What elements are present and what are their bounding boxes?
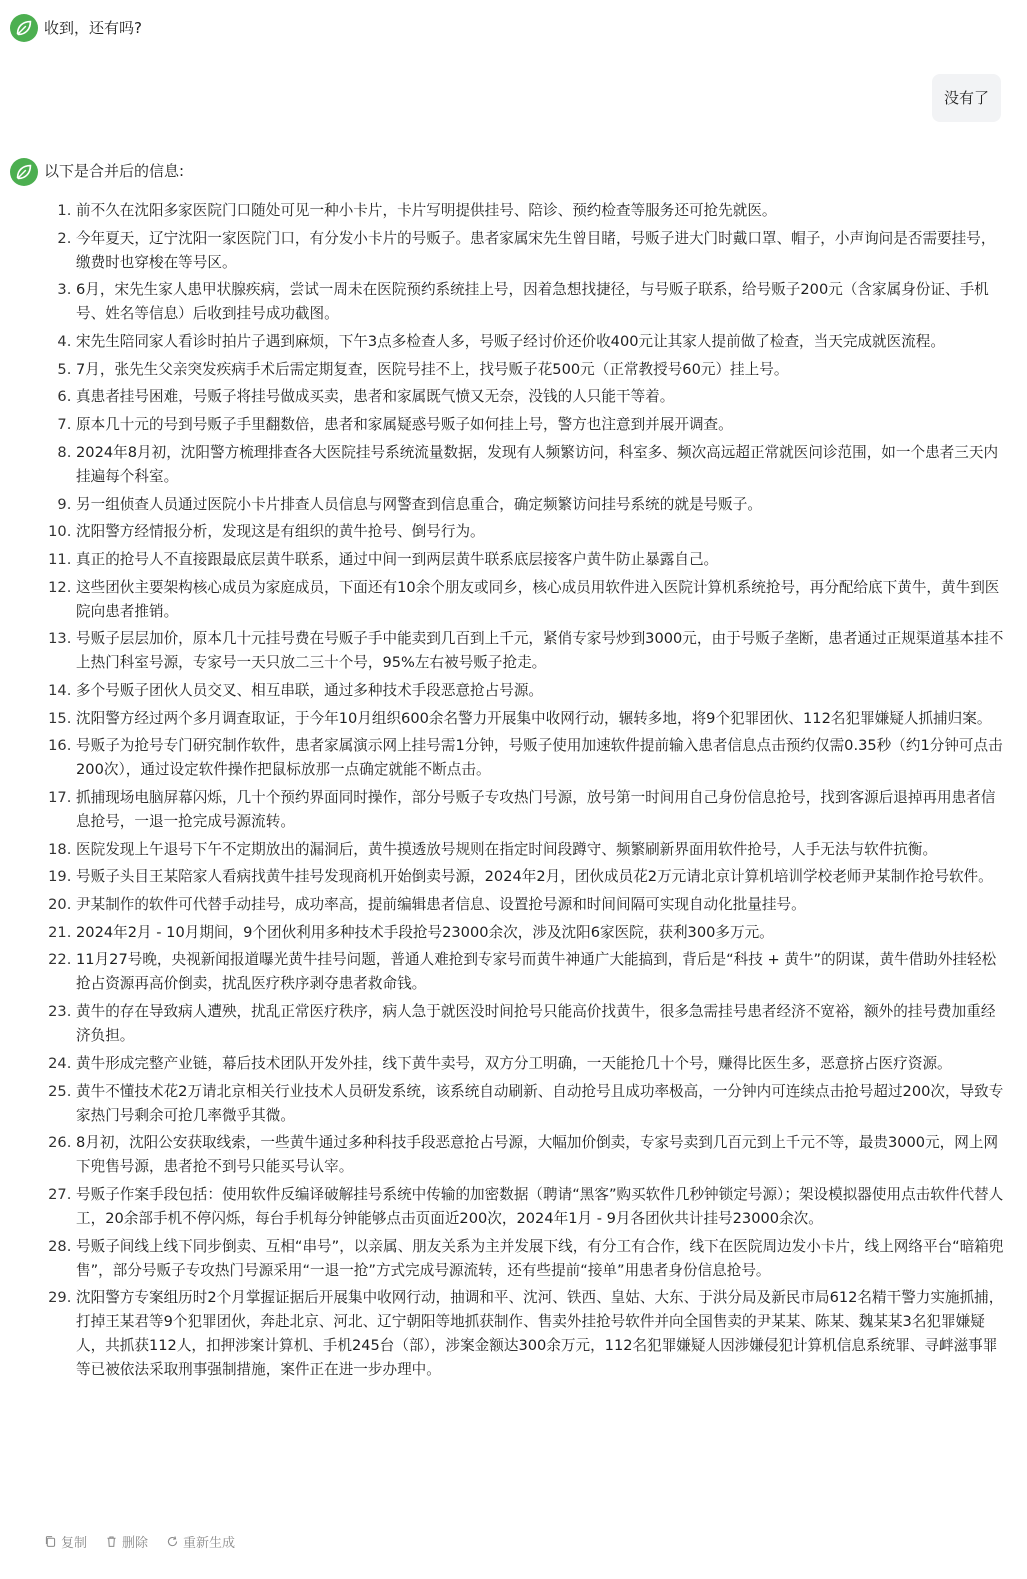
list-item: 7. 原本几十元的号到号贩子手里翻数倍，患者和家属疑惑号贩子如何挂上号，警方也注意到并展开调查。 <box>76 413 1004 437</box>
list-item: 8. 2024年8月初，沈阳警方梳理排查各大医院挂号系统流量数据，发现有人频繁访问，科室多、频次高远超正常就医问诊范围，如一个患者三天内挂遍每个科室。 <box>76 441 1004 489</box>
list-item: 26. 8月初，沈阳公安获取线索，一些黄牛通过多种科技手段恶意抢占号源，大幅加价倒卖，专家号卖到几百元到上千元不等，最贵3000元，网上网下兜售号源，患者抢不到号只能买号认宰。 <box>76 1131 1004 1179</box>
list-item: 1. 前不久在沈阳多家医院门口随处可见一种小卡片，卡片写明提供挂号、陪诊、预约检查等服务还可抢先就医。 <box>76 199 1004 223</box>
list-item: 25. 黄牛不懂技术花2万请北京相关行业技术人员研发系统，该系统自动刷新、自动抢号且成功率极高，一分钟内可连续点击抢号超过200次，导致专家热门号剩余可抢几率微乎其微。 <box>76 1080 1004 1128</box>
list-item: 15. 沈阳警方经过两个多月调查取证，于今年10月组织600余名警力开展集中收网行动，辗转多地，将9个犯罪团伙、112名犯罪嫌疑人抓捕归案。 <box>76 707 1004 731</box>
list-item: 18. 医院发现上午退号下午不定期放出的漏洞后，黄牛摸透放号规则在指定时间段蹲守、频繁刷新界面用软件抢号，人手无法与软件抗衡。 <box>76 838 1004 862</box>
copy-label: 复制 <box>61 1536 88 1551</box>
ai-avatar <box>10 158 38 186</box>
list-item: 17. 抓捕现场电脑屏幕闪烁，几十个预约界面同时操作，部分号贩子专攻热门号源，放号第一时间用自己身份信息抢号，找到客源后退掉再用患者信息抢号，一退一抢完成号源流转。 <box>76 786 1004 834</box>
list-item: 28. 号贩子间线上线下同步倒卖、互相“串号”，以亲属、朋友关系为主并发展下线，有分工有合作，线下在医院周边发小卡片，线上网络平台“暗箱兜售”，部分号贩子专攻热门号源采用“一退一抢”方式完成号源流转，还有些提前“接单”用患者身份信息抢号。 <box>76 1235 1004 1283</box>
merged-info-list <box>44 199 1004 1386</box>
list-item: 6. 真患者挂号困难，号贩子将挂号做成买卖，患者和家属既气愤又无奈，没钱的人只能干等着。 <box>76 385 1004 409</box>
list-item: 4. 宋先生陪同家人看诊时拍片子遇到麻烦，下午3点多检查人多，号贩子经讨价还价收400元让其家人提前做了检查，当天完成就医流程。 <box>76 330 1004 354</box>
regenerate-label: 重新生成 <box>183 1536 236 1551</box>
leaf-avatar-icon <box>13 161 35 183</box>
message-actions <box>44 1532 235 1551</box>
list-item: 12. 这些团伙主要架构核心成员为家庭成员，下面还有10余个朋友或同乡，核心成员用软件进入医院计算机系统抢号，再分配给底下黄牛，黄牛到医院向患者推销。 <box>76 576 1004 624</box>
list-item: 13. 号贩子层层加价，原本几十元挂号费在号贩子手中能卖到几百到上千元，紧俏专家号炒到3000元，由于号贩子垄断，患者通过正规渠道基本挂不上热门科室号源，专家号一天只放二三十个号，95%左右被号贩子抢走。 <box>76 627 1004 675</box>
list-item: 10. 沈阳警方经情报分析，发现这是有组织的黄牛抢号、倒号行为。 <box>76 520 1004 544</box>
delete-label: 删除 <box>122 1536 149 1551</box>
list-item: 29. 沈阳警方专案组历时2个月掌握证据后开展集中收网行动，抽调和平、沈河、铁西、皇姑、大东、于洪分局及新民市局612名精干警力实施抓捕，打掉王某君等9个犯罪团伙，奔赴北京、河北、辽宁朝阳等地抓获制作、售卖外挂抢号软件并向全国售卖的尹某某、陈某、魏某某3名犯罪嫌疑人，共抓获112人，扣押涉案计算机、手机245台（部），涉案金额达300余万元，112名犯罪嫌疑人因涉嫌侵犯计算机信息系统罪、寻衅滋事罪等已被依法采取刑事强制措施，案件正在进一步办理中。 <box>76 1286 1004 1382</box>
ai-message-prompt: 收到，还有吗? <box>44 19 142 37</box>
list-item: 24. 黄牛形成完整产业链，幕后技术团队开发外挂，线下黄牛卖号，双方分工明确，一天能抢几十个号，赚得比医生多，恶意挤占医疗资源。 <box>76 1052 1004 1076</box>
user-message-text: 没有了 <box>943 89 989 107</box>
list-item: 19. 号贩子头目王某陪家人看病找黄牛挂号发现商机开始倒卖号源，2024年2月，团伙成员花2万元请北京计算机培训学校老师尹某制作抢号软件。 <box>76 865 1004 889</box>
user-message-bubble <box>932 74 1001 122</box>
list-item: 27. 号贩子作案手段包括：使用软件反编译破解挂号系统中传输的加密数据（聘请“黑客”购买软件几秒钟锁定号源）；架设模拟器使用点击软件代替人工，20余部手机不停闪烁，每台手机每分钟能够点击页面近200次，2024年1月 - 9月各团伙共计挂号23000余次。 <box>76 1183 1004 1231</box>
ai-message-intro: 以下是合并后的信息: <box>44 162 185 180</box>
list-item: 16. 号贩子为抢号专门研究制作软件，患者家属演示网上挂号需1分钟，号贩子使用加速软件提前输入患者信息点击预约仅需0.35秒（约1分钟可点击200次），通过设定软件操作把鼠标放那一点确定就能不断点击。 <box>76 734 1004 782</box>
list-item: 14. 多个号贩子团伙人员交叉、相互串联，通过多种技术手段恶意抢占号源。 <box>76 679 1004 703</box>
list-item: 21. 2024年2月 - 10月期间，9个团伙利用多种技术手段抢号23000余次，涉及沈阳6家医院，获利300多万元。 <box>76 921 1004 945</box>
leaf-avatar-icon <box>13 17 35 39</box>
list-item: 11. 真正的抢号人不直接跟最底层黄牛联系，通过中间一到两层黄牛联系底层接客户黄牛防止暴露自己。 <box>76 548 1004 572</box>
list-item: 5. 7月，张先生父亲突发疾病手术后需定期复查，医院号挂不上，找号贩子花500元（正常教授号60元）挂上号。 <box>76 358 1004 382</box>
list-item: 2. 今年夏天，辽宁沈阳一家医院门口，有分发小卡片的号贩子。患者家属宋先生曾目睹，号贩子进大门时戴口罩、帽子，小声询问是否需要挂号，缴费时也穿梭在等号区。 <box>76 227 1004 275</box>
copy-button[interactable] <box>44 1532 87 1551</box>
list-item: 9. 另一组侦查人员通过医院小卡片排查人员信息与网警查到信息重合，确定频繁访问挂号系统的就是号贩子。 <box>76 493 1004 517</box>
trash-icon <box>105 1535 118 1548</box>
list-item: 22. 11月27号晚，央视新闻报道曝光黄牛挂号问题，普通人难抢到专家号而黄牛神通广大能搞到，背后是“科技 + 黄牛”的阴谋，黄牛借助外挂轻松抢占资源再高价倒卖，扰乱医疗秩序剥夺患者救命钱。 <box>76 948 1004 996</box>
list-item: 3. 6月，宋先生家人患甲状腺疾病，尝试一周未在医院预约系统挂上号，因着急想找捷径，与号贩子联系，给号贩子200元（含家属身份证、手机号、姓名等信息）后收到挂号成功截图。 <box>76 278 1004 326</box>
regenerate-button[interactable] <box>166 1532 235 1551</box>
delete-button[interactable] <box>105 1532 148 1551</box>
list-item: 20. 尹某制作的软件可代替手动挂号，成功率高，提前编辑患者信息、设置抢号源和时间间隔可实现自动化批量挂号。 <box>76 893 1004 917</box>
refresh-icon <box>166 1535 179 1548</box>
list-item: 23. 黄牛的存在导致病人遭殃，扰乱正常医疗秩序，病人急于就医没时间抢号只能高价找黄牛，很多急需挂号患者经济不宽裕，额外的挂号费加重经济负担。 <box>76 1000 1004 1048</box>
copy-icon <box>44 1535 57 1548</box>
ai-avatar <box>10 14 38 42</box>
